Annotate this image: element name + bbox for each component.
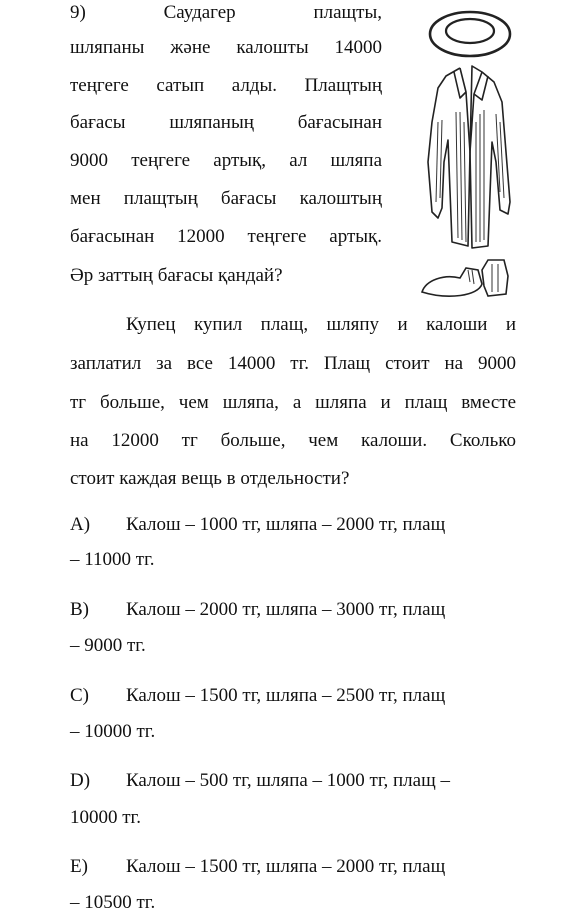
hat-coat-galoshes-icon	[408, 2, 528, 302]
option-a-letter: A)	[70, 514, 91, 535]
problem-ru-line-2: заплатил за все 14000 тг. Плащ стоит на 9000	[70, 353, 516, 374]
problem-ru-line-1: Купец купил плащ, шляпу и калоши и	[126, 314, 516, 335]
option-b-letter: B)	[70, 599, 89, 620]
option-e-text: Калош – 1500 тг, шляпа – 2000 тг, плащ	[126, 856, 446, 877]
problem-kz-line-7: бағасынан 12000 теңгеге артық.	[70, 226, 382, 247]
problem-ru-line-4: на 12000 тг больше, чем калоши. Сколько	[70, 430, 516, 451]
problem-kz-line-3: теңгеге сатып алды. Плащтың	[70, 75, 382, 96]
problem-ru-line-5: стоит каждая вещь в отдельности?	[70, 468, 350, 489]
option-a-text-cont: – 11000 тг.	[70, 549, 155, 570]
problem-kz-line-2: шляпаны және калошты 14000	[70, 37, 382, 58]
option-c-text-cont: – 10000 тг.	[70, 721, 156, 742]
option-e-text-cont: – 10500 тг.	[70, 892, 156, 913]
problem-ru-line-3: тг больше, чем шляпа, а шляпа и плащ вместе	[70, 392, 516, 413]
option-c-letter: C)	[70, 685, 89, 706]
problem-kz-line-4: бағасы шляпаның бағасынан	[70, 112, 382, 133]
option-a-text: Калош – 1000 тг, шляпа – 2000 тг, плащ	[126, 514, 446, 535]
option-d-text-cont: 10000 тг.	[70, 807, 141, 828]
problem-kz-line-8: Әр заттың бағасы қандай?	[70, 265, 283, 286]
option-b-text-cont: – 9000 тг.	[70, 635, 146, 656]
problem-kz-line-1: 9) Саудагер плащты,	[70, 2, 382, 23]
option-d-letter: D)	[70, 770, 91, 791]
option-d-text: Калош – 500 тг, шляпа – 1000 тг, плащ –	[126, 770, 450, 791]
problem-kz-line-5: 9000 теңгеге артық, ал шляпа	[70, 150, 382, 171]
option-b-text: Калош – 2000 тг, шляпа – 3000 тг, плащ	[126, 599, 446, 620]
option-c-text: Калош – 1500 тг, шляпа – 2500 тг, плащ	[126, 685, 446, 706]
problem-kz-line-6: мен плащтың бағасы калоштың	[70, 188, 382, 209]
option-e-letter: E)	[70, 856, 88, 877]
